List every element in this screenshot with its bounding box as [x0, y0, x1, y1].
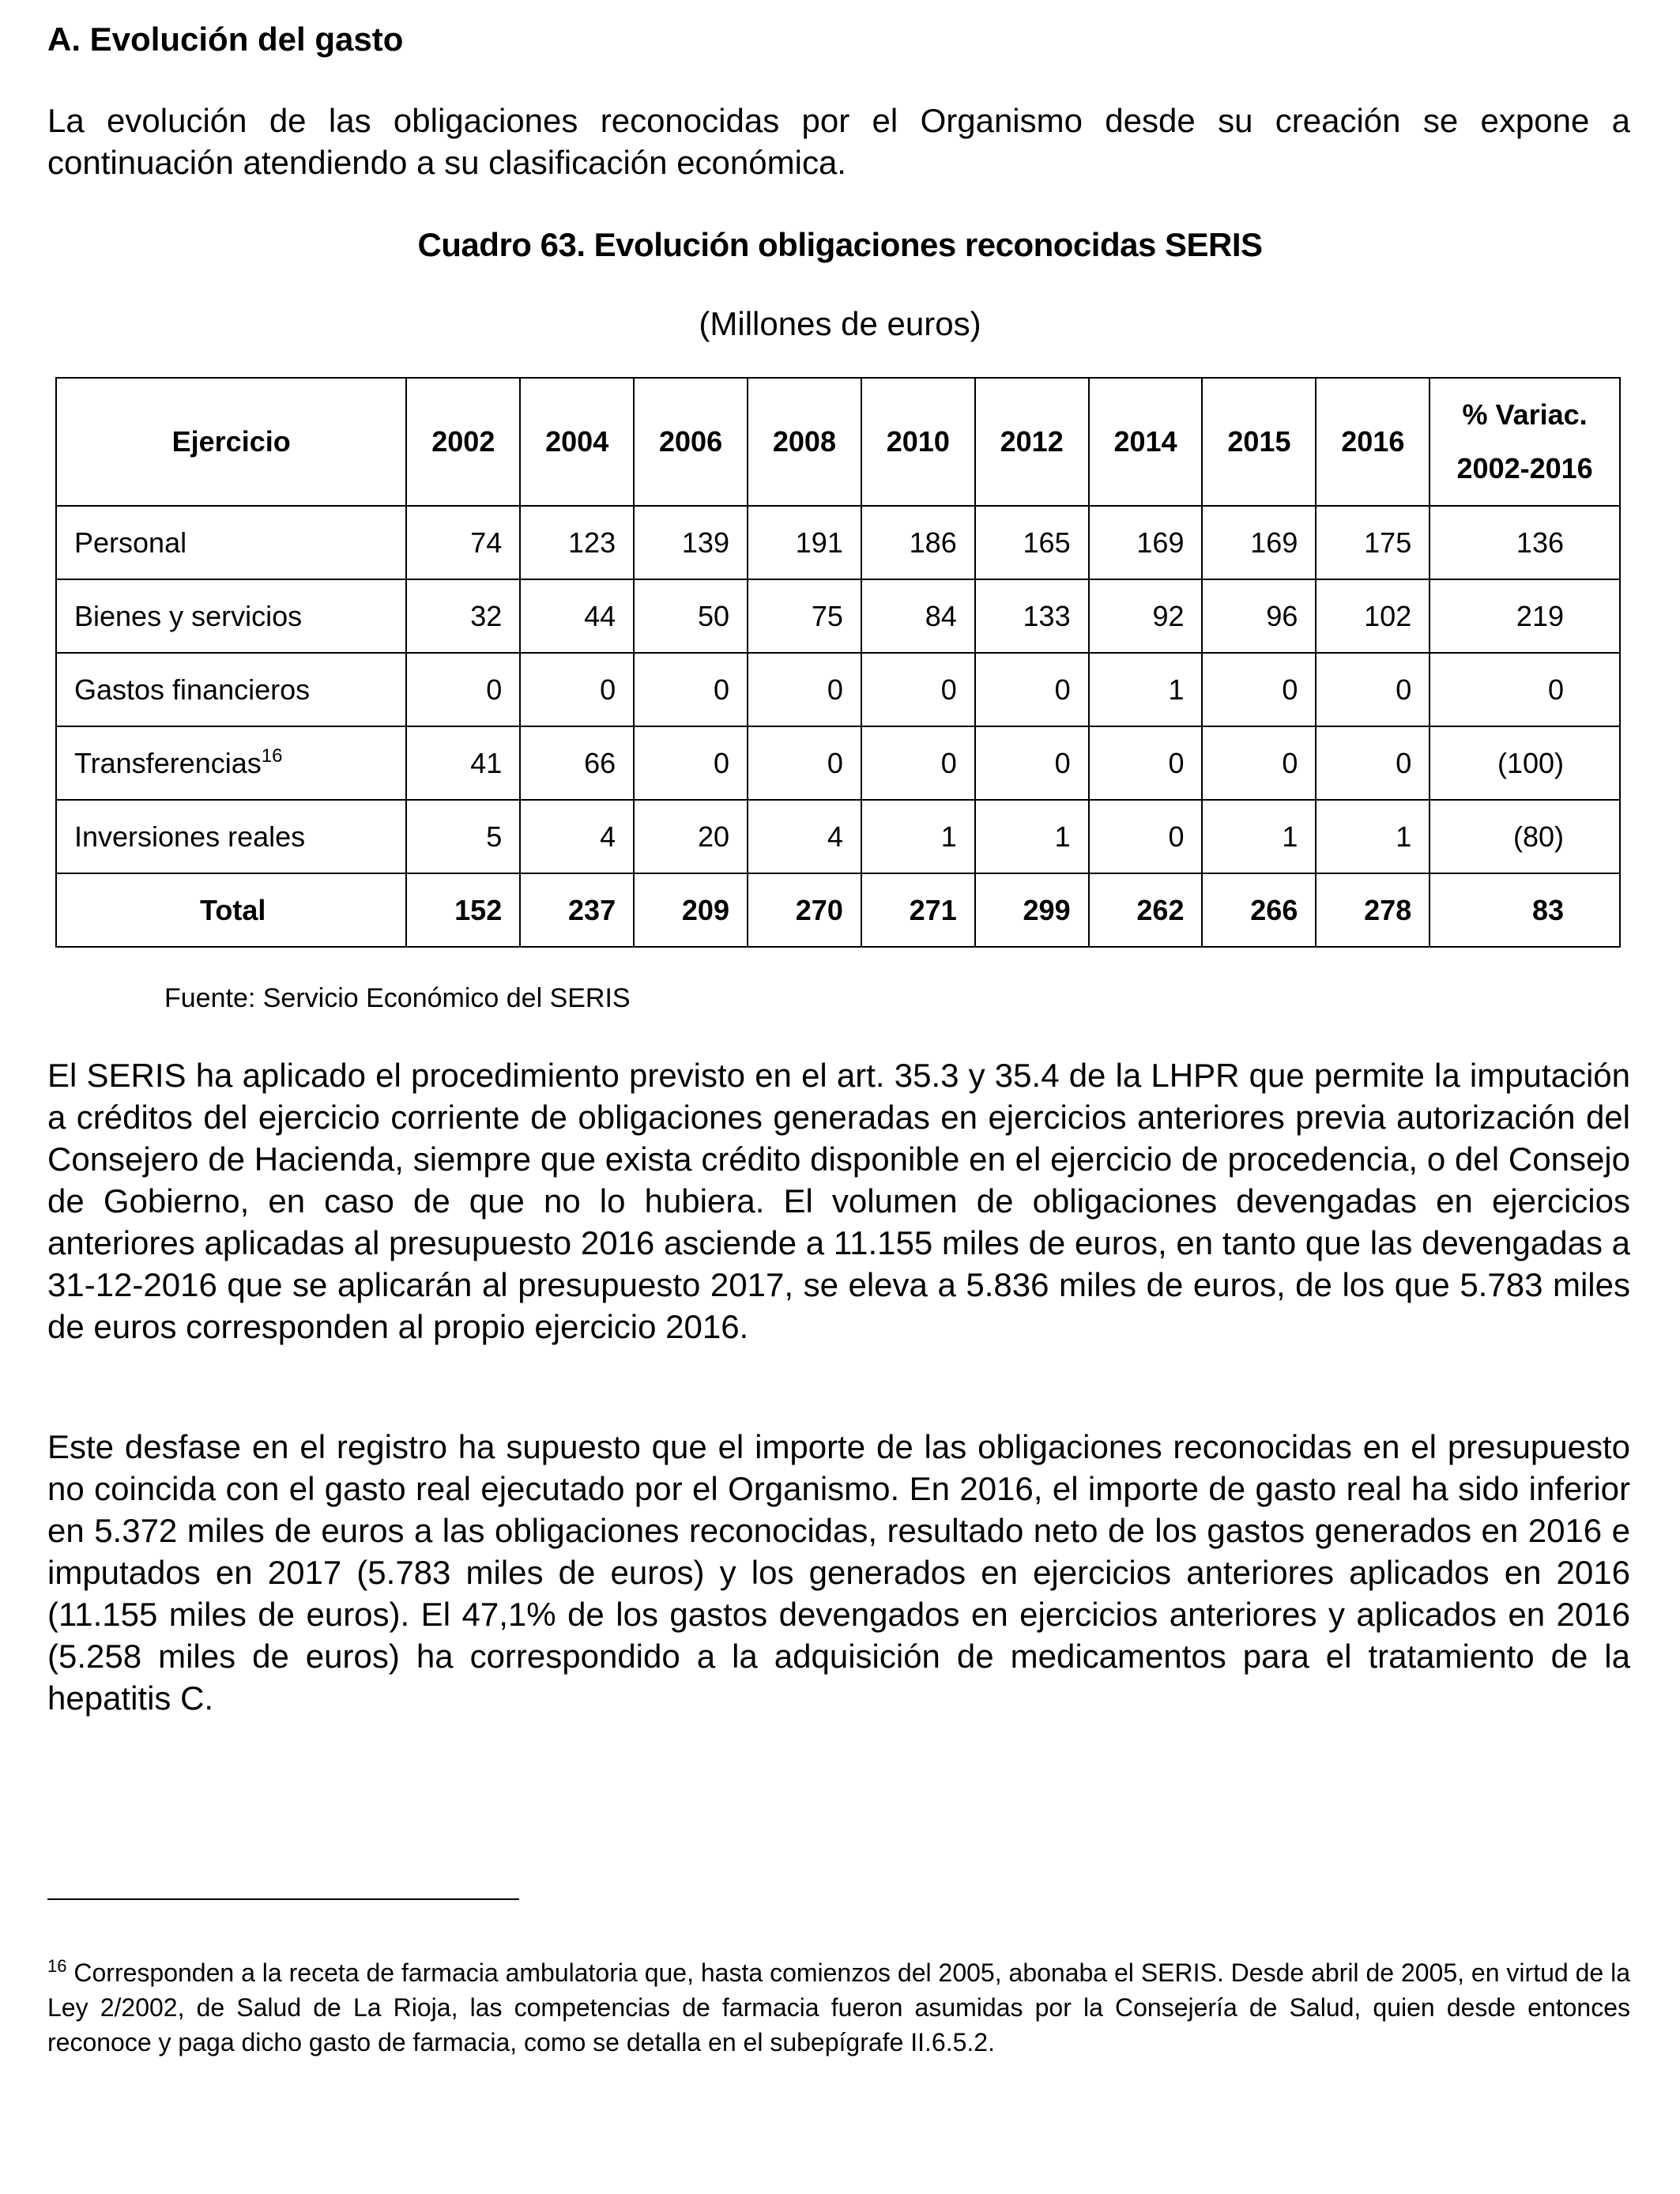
cell-value: 0 — [1202, 726, 1316, 800]
cell-value: 186 — [861, 506, 975, 579]
table-title: Cuadro 63. Evolución obligaciones reconocidas SERIS — [417, 226, 1263, 263]
cell-variac: (80) — [1430, 800, 1620, 873]
table-row — [56, 800, 1620, 873]
footnote-separator — [47, 1898, 519, 1900]
cell-value: 0 — [520, 653, 634, 726]
cell-value: 1 — [975, 800, 1089, 873]
section-heading: A. Evolución del gasto — [47, 21, 404, 58]
cell-value: 20 — [634, 800, 748, 873]
cell-value: 123 — [520, 506, 634, 579]
row-label: Personal — [56, 506, 406, 579]
row-label-text: Transferencias — [74, 746, 262, 779]
total-value: 262 — [1089, 873, 1203, 947]
table-subtitle: (Millones de euros) — [699, 305, 981, 342]
cell-value: 0 — [1089, 800, 1203, 873]
table-header-row — [56, 378, 1620, 506]
table-source: Fuente: Servicio Económico del SERIS — [164, 983, 631, 1013]
total-value: 271 — [861, 873, 975, 947]
cell-value: 4 — [520, 800, 634, 873]
header-variac-line1: % Variac. — [1462, 398, 1588, 431]
header-ejercicio: Ejercicio — [56, 378, 406, 506]
cell-variac: (100) — [1430, 726, 1620, 800]
cell-value: 175 — [1316, 506, 1430, 579]
footnote-number: 16 — [47, 1956, 67, 1976]
cell-value: 1 — [1202, 800, 1316, 873]
cell-value: 75 — [748, 579, 861, 653]
footnote-text: Corresponden a la receta de farmacia ambulatoria que, hasta comienzos del 2005, abonaba el SERIS. Desde abril de 2005, en virtud de la Ley 2/2002, de Salud de La Rioja, las competencias de farmacia fueron asumidas por la Consejería de Salud, quien desde entonces reconoce y paga dicho gasto de farmacia, como se detalla en el subepígrafe II.6.5.2. — [47, 1958, 1630, 2056]
total-value: 270 — [748, 873, 861, 947]
header-variac — [1430, 378, 1620, 506]
cell-value: 74 — [406, 506, 520, 579]
header-year: 2016 — [1316, 378, 1430, 506]
cell-value: 1 — [1316, 800, 1430, 873]
cell-value: 0 — [861, 653, 975, 726]
total-value: 237 — [520, 873, 634, 947]
table-row — [56, 579, 1620, 653]
cell-value: 1 — [861, 800, 975, 873]
header-year: 2012 — [975, 378, 1089, 506]
total-value: 209 — [634, 873, 748, 947]
cell-value: 0 — [634, 726, 748, 800]
cell-value: 139 — [634, 506, 748, 579]
cell-value: 0 — [1202, 653, 1316, 726]
header-year: 2010 — [861, 378, 975, 506]
cell-value: 0 — [748, 726, 861, 800]
cell-value: 165 — [975, 506, 1089, 579]
total-value: 152 — [406, 873, 520, 947]
intro-paragraph: La evolución de las obligaciones reconocidas por el Organismo desde su creación se expone a continuación atendiendo a su clasificación económica. — [47, 102, 1630, 181]
cell-value: 0 — [861, 726, 975, 800]
total-value: 278 — [1316, 873, 1430, 947]
row-label-with-footnote — [56, 726, 406, 800]
body-paragraph-2: Este desfase en el registro ha supuesto que el importe de las obligaciones reconocidas en el presupuesto no coincida con el gasto real ejecutado por el Organismo. En 2016, el importe de gasto real ha sido inferior en 5.372 miles de euros a las obligaciones reconocidas, resultado neto de los gastos generados en 2016 e imputados en 2017 (5.783 miles de euros) y los generados en ejercicios anteriores aplicados en 2016 (11.155 miles de euros). El 47,1% de los gastos devengados en ejercicios anteriores y aplicados en 2016 (5.258 miles de euros) ha correspondido a la adquisición de medicamentos para el tratamiento de la hepatitis C. — [47, 1428, 1630, 1717]
cell-value: 0 — [634, 653, 748, 726]
cell-value: 133 — [975, 579, 1089, 653]
cell-value: 84 — [861, 579, 975, 653]
obligations-table — [55, 377, 1621, 948]
cell-value: 92 — [1089, 579, 1203, 653]
cell-value: 96 — [1202, 579, 1316, 653]
cell-variac: 219 — [1430, 579, 1620, 653]
total-variac: 83 — [1430, 873, 1620, 947]
cell-value: 169 — [1202, 506, 1316, 579]
cell-value: 191 — [748, 506, 861, 579]
table-total-row — [56, 873, 1620, 947]
cell-value: 0 — [748, 653, 861, 726]
row-label: Gastos financieros — [56, 653, 406, 726]
cell-value: 169 — [1089, 506, 1203, 579]
cell-value: 0 — [1316, 653, 1430, 726]
cell-value: 1 — [1089, 653, 1203, 726]
cell-value: 0 — [1316, 726, 1430, 800]
header-year: 2004 — [520, 378, 634, 506]
total-value: 266 — [1202, 873, 1316, 947]
table-row — [56, 506, 1620, 579]
table-row — [56, 726, 1620, 800]
cell-value: 66 — [520, 726, 634, 800]
row-label: Inversiones reales — [56, 800, 406, 873]
cell-value: 4 — [748, 800, 861, 873]
header-year: 2002 — [406, 378, 520, 506]
cell-value: 102 — [1316, 579, 1430, 653]
header-year: 2014 — [1089, 378, 1203, 506]
cell-value: 41 — [406, 726, 520, 800]
cell-value: 5 — [406, 800, 520, 873]
total-value: 299 — [975, 873, 1089, 947]
header-year: 2008 — [748, 378, 861, 506]
cell-value: 0 — [975, 653, 1089, 726]
footnote — [47, 1955, 1630, 2060]
cell-value: 0 — [406, 653, 520, 726]
cell-value: 50 — [634, 579, 748, 653]
cell-value: 0 — [975, 726, 1089, 800]
cell-value: 32 — [406, 579, 520, 653]
header-year: 2006 — [634, 378, 748, 506]
cell-variac: 136 — [1430, 506, 1620, 579]
table-row — [56, 653, 1620, 726]
header-variac-line2: 2002-2016 — [1456, 452, 1593, 484]
body-paragraph-1: El SERIS ha aplicado el procedimiento previsto en el art. 35.3 y 35.4 de la LHPR que permite la imputación a créditos del ejercicio corriente de obligaciones generadas en ejercicios anteriores previa autorización del Consejero de Hacienda, siempre que exista crédito disponible en el ejercicio de procedencia, o del Consejo de Gobierno, en caso de que no lo hubiera. El volumen de obligaciones devengadas en ejercicios anteriores aplicadas al presupuesto 2016 asciende a 11.155 miles de euros, en tanto que las devengadas a 31-12-2016 que se aplicarán al presupuesto 2017, se eleva a 5.836 miles de euros, de los que 5.783 miles de euros corresponden al propio ejercicio 2016. — [47, 1057, 1630, 1345]
cell-value: 0 — [1089, 726, 1203, 800]
header-year: 2015 — [1202, 378, 1316, 506]
row-label: Bienes y servicios — [56, 579, 406, 653]
total-label: Total — [56, 873, 406, 947]
cell-value: 44 — [520, 579, 634, 653]
cell-variac: 0 — [1430, 653, 1620, 726]
footnote-reference: 16 — [261, 745, 283, 767]
